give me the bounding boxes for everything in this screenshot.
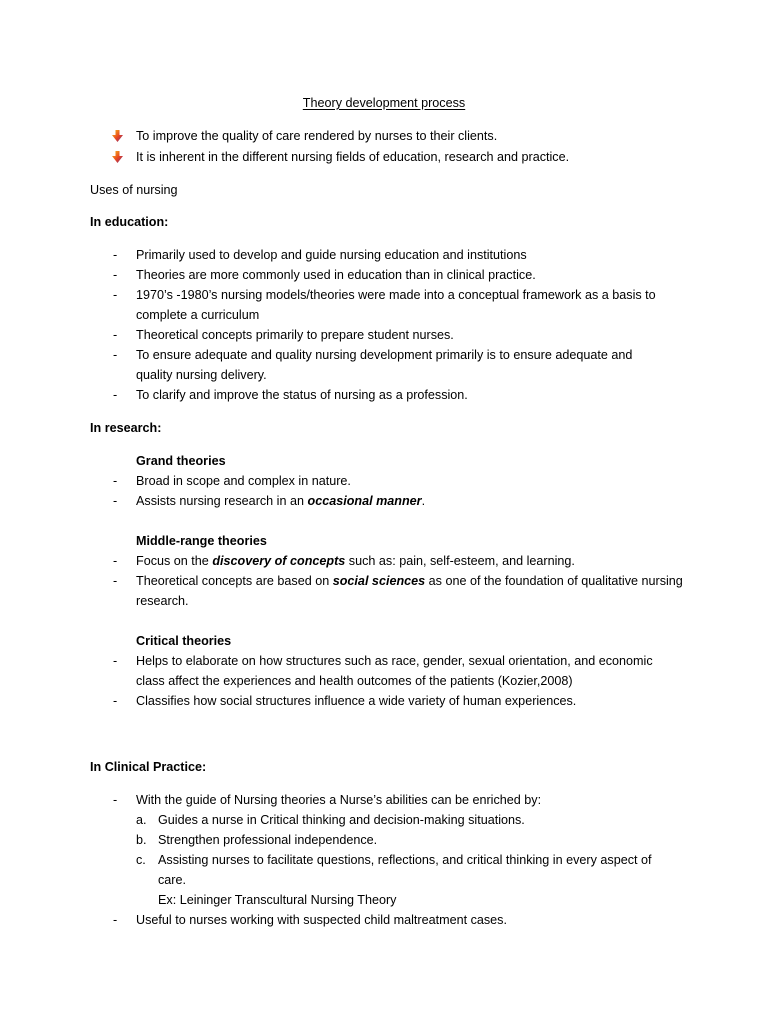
- intro-bullet-item: [0, 147, 768, 167]
- list-item-text: quality nursing delivery.: [136, 368, 267, 382]
- clinical-practice-heading: In Clinical Practice:: [90, 760, 207, 774]
- list-item-text: [136, 551, 768, 571]
- list-marker: -: [113, 694, 118, 708]
- text-segment: .: [421, 494, 426, 508]
- list-item: [0, 571, 768, 611]
- critical-theories-list: [0, 651, 768, 711]
- list-marker: -: [113, 654, 118, 668]
- list-marker: -: [113, 248, 118, 262]
- page-title: Theory development process: [302, 96, 466, 110]
- list-item-text: Broad in scope and complex in nature.: [136, 474, 351, 488]
- list-item: [0, 471, 768, 491]
- middle-range-theories-list: [0, 551, 768, 611]
- list-item: [0, 910, 768, 930]
- list-item-text: To ensure adequate and quality nursing development primarily is to ensure adequate and: [136, 348, 633, 362]
- grand-theories-heading: Grand theories: [136, 454, 226, 468]
- text-segment: Theoretical concepts are based on: [136, 574, 333, 588]
- list-item: [0, 385, 768, 405]
- list-item: [0, 325, 768, 345]
- grand-theories-list: [0, 471, 768, 511]
- list-item-text: research.: [136, 594, 189, 608]
- list-item: [0, 285, 768, 325]
- intro-bullet-list: [0, 126, 768, 167]
- list-item-text: class affect the experiences and health outcomes of the patients (Kozier,2008): [136, 674, 573, 688]
- list-marker: -: [113, 554, 118, 568]
- text-segment: such as: pain, self-esteem, and learning.: [345, 554, 575, 568]
- sublist-marker: c.: [136, 853, 146, 867]
- text-segment: Focus on the: [136, 554, 213, 568]
- sublist-item: [136, 850, 768, 910]
- list-item-text: Theories are more commonly used in education than in clinical practice.: [136, 268, 536, 282]
- middle-range-theories-heading: Middle-range theories: [136, 534, 267, 548]
- education-list: [0, 245, 768, 405]
- sublist-item: [136, 830, 768, 850]
- list-item-text: Classifies how social structures influence a wide variety of human experiences.: [136, 694, 577, 708]
- list-marker: -: [113, 388, 118, 402]
- intro-bullet-item: [0, 126, 768, 146]
- emphasis-text: occasional manner: [307, 494, 422, 508]
- sublist-marker: a.: [136, 813, 147, 827]
- list-item: [0, 551, 768, 571]
- emphasis-text: social sciences: [332, 574, 426, 588]
- sublist-item-text: Strengthen professional independence.: [158, 833, 378, 847]
- list-marker: -: [113, 348, 118, 362]
- list-marker: -: [113, 474, 118, 488]
- list-marker: -: [113, 913, 118, 927]
- arrow-bullet-icon: [112, 130, 123, 142]
- list-item: [0, 245, 768, 265]
- list-item-text: complete a curriculum: [136, 308, 260, 322]
- list-item-text: 1970’s -1980’s nursing models/theories were made into a conceptual framework as a basis to: [136, 288, 656, 302]
- list-item-text: Theoretical concepts primarily to prepare student nurses.: [136, 328, 454, 342]
- education-heading: In education:: [90, 215, 169, 229]
- list-marker: -: [113, 574, 118, 588]
- sublist-item: [136, 810, 768, 830]
- sublist-item-text: care.: [158, 873, 186, 887]
- uses-heading: Uses of nursing: [90, 183, 178, 197]
- arrow-bullet-icon: [112, 151, 123, 163]
- lettered-sublist: [136, 810, 768, 910]
- clinical-practice-list: [0, 790, 768, 930]
- list-item: [0, 345, 768, 385]
- list-item-text: Helps to elaborate on how structures such as race, gender, sexual orientation, and economic: [136, 654, 653, 668]
- critical-theories-heading: Critical theories: [136, 634, 232, 648]
- sublist-item-text: Assisting nurses to facilitate questions, reflections, and critical thinking in every aspect of: [158, 853, 652, 867]
- list-item-text: Useful to nurses working with suspected child maltreatment cases.: [136, 913, 507, 927]
- list-item: [0, 790, 768, 910]
- list-item: [0, 265, 768, 285]
- list-marker: -: [113, 793, 118, 807]
- list-item: [0, 691, 768, 711]
- sublist-item-text: Guides a nurse in Critical thinking and decision-making situations.: [158, 813, 525, 827]
- list-item-text: Primarily used to develop and guide nursing education and institutions: [136, 248, 527, 262]
- list-marker: -: [113, 288, 118, 302]
- intro-bullet-text: To improve the quality of care rendered by nurses to their clients.: [136, 129, 498, 143]
- text-segment: Assists nursing research in an: [136, 494, 308, 508]
- list-item-text: [136, 571, 768, 591]
- list-marker: -: [113, 268, 118, 282]
- emphasis-text: discovery of concepts: [212, 554, 346, 568]
- list-marker: -: [113, 328, 118, 342]
- list-item: [0, 491, 768, 511]
- example-note: Ex: Leininger Transcultural Nursing Theory: [158, 893, 397, 907]
- list-item-text: To clarify and improve the status of nursing as a profession.: [136, 388, 468, 402]
- list-item-text: [136, 491, 768, 511]
- list-item: [0, 651, 768, 691]
- intro-bullet-text: It is inherent in the different nursing fields of education, research and practice.: [136, 150, 570, 164]
- text-segment: as one of the foundation of qualitative nursing: [425, 574, 683, 588]
- list-item-text: With the guide of Nursing theories a Nurse’s abilities can be enriched by:: [136, 793, 542, 807]
- list-marker: -: [113, 494, 118, 508]
- research-heading: In research:: [90, 421, 162, 435]
- sublist-marker: b.: [136, 833, 147, 847]
